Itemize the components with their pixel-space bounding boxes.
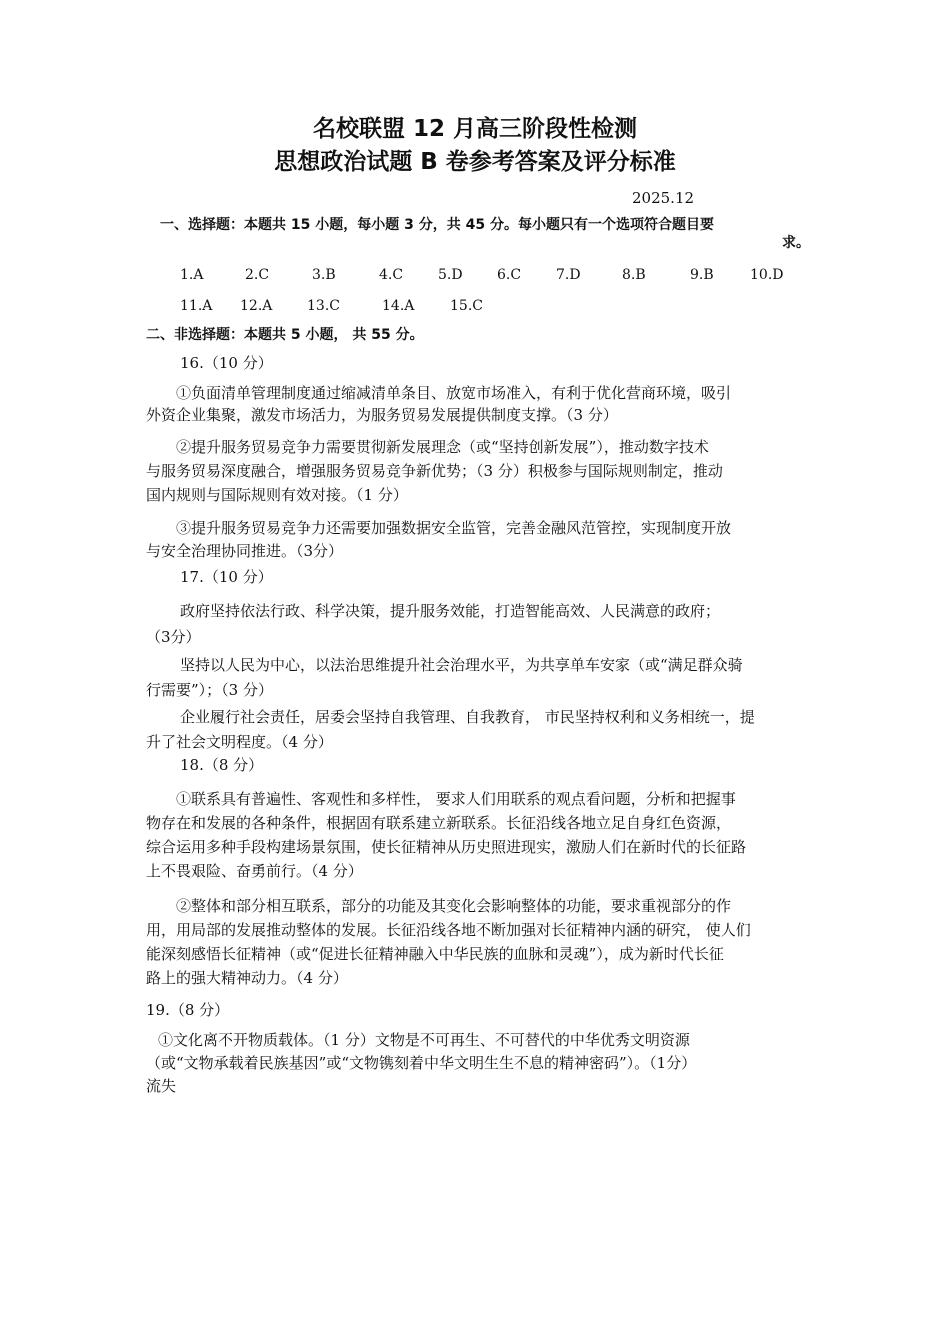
text-line: 路上的强大精神动力。（4 分） [146, 969, 348, 987]
answer-item: 4.C [379, 267, 404, 283]
answer-item: 6.C [497, 267, 522, 283]
answer-item: 10.D [750, 267, 784, 283]
text-line: ①负面清单管理制度通过缩减清单条目、放宽市场准入，有利于优化营商环境，吸引 [176, 384, 732, 402]
text-line: （3分） [146, 628, 201, 646]
text-line: ②提升服务贸易竞争力需要贯彻新发展理念（或“坚持创新发展”），推动数字技术 [176, 438, 709, 456]
text-line: （或“文物承载着民族基因”或“文物镌刻着中华文明生生不息的精神密码”）。（1分） [146, 1054, 697, 1072]
text-line: 综合运用多种手段构建场景氛围，使长征精神从历史照进现实，激励人们在新时代的长征路 [146, 838, 747, 856]
text-line: 外资企业集聚，激发市场活力，为服务贸易发展提供制度支撑。（3 分） [146, 406, 618, 424]
text-line: 企业履行社会责任，居委会坚持自我管理、自我教育， 市民坚持权利和义务相统一，提 [180, 708, 755, 726]
text-line: 与服务贸易深度融合，增强服务贸易竞争新优势；（3 分）积极参与国际规则制定，推动 [146, 462, 723, 480]
text-line: 19.（8 分） [146, 1001, 230, 1019]
text-line: ①文化离不开物质载体。（1 分）文物是不可再生、不可替代的中华优秀文明资源 [158, 1031, 690, 1049]
answer-item: 7.D [556, 267, 581, 283]
text-line: 坚持以人民为中心，以法治思维提升社会治理水平，为共享单车安家（或“满足群众骑 [180, 656, 743, 674]
text-line: 物存在和发展的各种条件，根据固有联系建立新联系。长征沿线各地立足自身红色资源， [146, 814, 732, 832]
section1-heading: 一、选择题：本题共 15 小题，每小题 3 分，共 45 分。每小题只有一个选项符合题目要 [160, 217, 714, 233]
text-line: 16.（10 分） [180, 354, 273, 372]
section2-heading: 二、非选择题：本题共 5 小题， 共 55 分。 [146, 327, 424, 343]
text-line: 升了社会文明程度。（4 分） [146, 733, 333, 751]
answer-item: 1.A [180, 267, 204, 283]
answer-item: 15.C [450, 298, 483, 314]
text-line: 18.（8 分） [180, 756, 264, 774]
answer-item: 11.A [180, 298, 213, 314]
title-line-1: 名校联盟 12 月高三阶段性检测 [312, 116, 638, 142]
text-line: 17.（10 分） [180, 568, 273, 586]
answer-item: 12.A [240, 298, 273, 314]
section1-heading-cont: 求。 [782, 235, 810, 251]
text-line: 流失 [146, 1077, 177, 1095]
text-line: ③提升服务贸易竞争力还需要加强数据安全监管，完善金融风范管控，实现制度开放 [176, 519, 732, 537]
answer-item: 2.C [245, 267, 270, 283]
text-line: 能深刻感悟长征精神（或“促进长征精神融入中华民族的血脉和灵魂”），成为新时代长征 [146, 945, 724, 963]
text-line: 与安全治理协同推进。（3分） [146, 542, 344, 560]
text-line: 上不畏艰险、奋勇前行。（4 分） [146, 862, 363, 880]
answer-item: 8.B [622, 267, 646, 283]
answer-item: 13.C [307, 298, 340, 314]
text-line: 政府坚持依法行政、科学决策，提升服务效能，打造智能高效、人民满意的政府； [180, 602, 721, 620]
text-line: 国内规则与国际规则有效对接。（1 分） [146, 486, 408, 504]
answer-item: 14.A [382, 298, 415, 314]
text-line: ②整体和部分相互联系，部分的功能及其变化会影响整体的功能，要求重视部分的作 [176, 897, 732, 915]
answer-item: 9.B [690, 267, 714, 283]
text-line: 行需要”）；（3 分） [146, 681, 273, 699]
text-line: 用，用局部的发展推动整体的发展。长征沿线各地不断加强对长征精神内涵的研究， 使人们 [146, 921, 751, 939]
answer-item: 5.D [438, 267, 463, 283]
text-line: ①联系具有普遍性、客观性和多样性， 要求人们用联系的观点看问题，分析和把握事 [176, 790, 736, 808]
title-line-2: 思想政治试题 B 卷参考答案及评分标准 [274, 149, 676, 175]
date: 2025.12 [632, 189, 695, 207]
answer-item: 3.B [312, 267, 336, 283]
